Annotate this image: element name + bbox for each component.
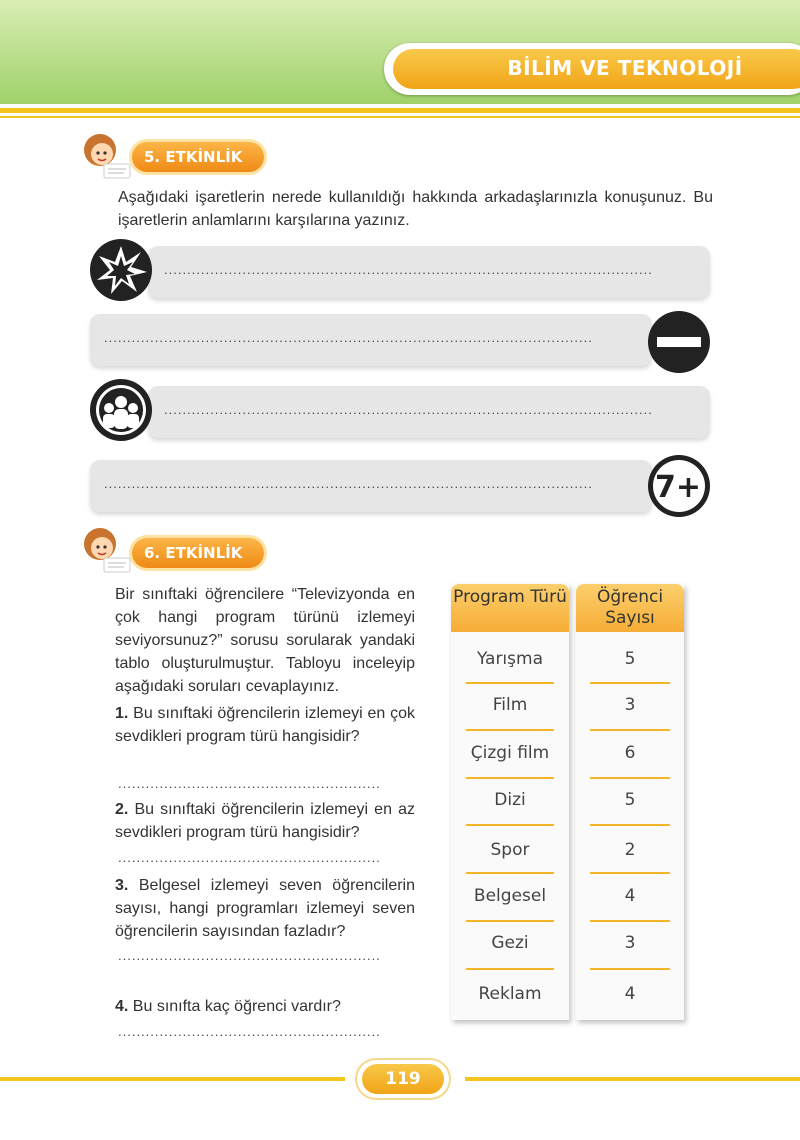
table-cell-count: 6 — [624, 743, 636, 763]
girl-mascot-icon — [78, 520, 134, 576]
answer-line-q3[interactable]: ......................................................... — [118, 948, 381, 963]
table-cell-count: 4 — [624, 984, 636, 1004]
table-cell-program: Dizi — [494, 790, 526, 810]
table-cell-program: Çizgi film — [470, 743, 550, 763]
question-4-number: 4. — [115, 998, 129, 1015]
age-7-plus-sign-icon — [647, 454, 711, 518]
answer-line-q4[interactable]: ......................................................... — [118, 1024, 381, 1039]
table-cell-count: 3 — [624, 695, 636, 715]
activity5-instruction: Aşağıdaki işaretlerin nerede kullanıldığı hakkında arkadaşlarınızla konuşunuz. Bu işaretlerin anlamlarını karşılarına yazınız. — [118, 189, 713, 229]
answer-line-q2[interactable]: ......................................................... — [118, 850, 381, 865]
question-4-text: Bu sınıfta kaç öğrenci vardır? — [132, 998, 341, 1015]
row-divider — [466, 968, 554, 970]
table-header-program: Program Türü — [451, 584, 569, 632]
answer-line-2[interactable]: .......................................................................................................... — [104, 330, 593, 345]
question-4 — [115, 995, 415, 1018]
table-cell-program: Film — [492, 695, 528, 715]
row-divider — [466, 824, 554, 826]
table-cell-program: Yarışma — [476, 649, 543, 669]
answer-line-4[interactable]: .......................................................................................................... — [104, 476, 593, 491]
no-entry-sign-icon — [647, 310, 711, 374]
table-cell-count: 5 — [624, 649, 636, 669]
question-1-text: Bu sınıftaki öğrencilerin izlemeyi en çok sevdikleri program türü hangisidir? — [115, 705, 415, 745]
row-divider — [590, 824, 670, 826]
activity6-intro: Bir sınıftaki öğrencilere “Televizyonda en çok hangi program türünü izlemeyi seviyorsunuz?” sorusu sorularak yandaki tablo oluşturulmuştur. Tabloyu inceleyip aşağıdaki soruları cevaplayınız. — [115, 586, 415, 695]
book-section-title: BİLİM VE TEKNOLOJİ — [507, 56, 743, 80]
answer-line-q1[interactable]: ......................................................... — [118, 776, 381, 791]
svg-text:7+: 7+ — [654, 470, 702, 505]
table-cell-count: 2 — [624, 840, 636, 860]
page-number: 119 — [362, 1064, 444, 1094]
table-cell-count: 4 — [624, 886, 636, 906]
table-cell-program: Spor — [490, 840, 530, 860]
girl-mascot-icon — [78, 126, 134, 182]
table-cell-program: Gezi — [491, 933, 529, 953]
table-header-count: Öğrenci Sayısı — [576, 584, 684, 632]
answer-line-3[interactable]: .......................................................................................................... — [164, 402, 653, 417]
question-1 — [115, 702, 415, 748]
question-1-number: 1. — [115, 705, 129, 722]
table-cell-program: Reklam — [478, 984, 542, 1004]
question-3-text: Belgesel izlemeyi seven öğrencilerin sayısı, hangi programları izlemeyi seven öğrencilerin sayısından fazladır? — [115, 877, 416, 940]
question-2-text: Bu sınıftaki öğrencilerin izlemeyi en az sevdikleri program türü hangisidir? — [115, 801, 415, 841]
question-3 — [115, 874, 415, 943]
question-2 — [115, 798, 415, 844]
explosion-sign-icon — [89, 238, 153, 302]
table-cell-program: Belgesel — [473, 886, 547, 906]
question-3-number: 3. — [115, 877, 129, 894]
header-divider — [0, 108, 800, 113]
header-divider-thin — [0, 116, 800, 118]
family-audience-sign-icon — [89, 378, 153, 442]
answer-line-1[interactable]: .......................................................................................................... — [164, 262, 653, 277]
table-cell-count: 5 — [624, 790, 636, 810]
footer-line-left — [0, 1077, 345, 1081]
question-2-number: 2. — [115, 801, 129, 818]
row-divider — [590, 968, 670, 970]
activity6-title: 6. ETKİNLİK — [144, 544, 243, 562]
activity5-title: 5. ETKİNLİK — [144, 148, 243, 166]
table-cell-count: 3 — [624, 933, 636, 953]
footer-line-right — [465, 1077, 800, 1081]
